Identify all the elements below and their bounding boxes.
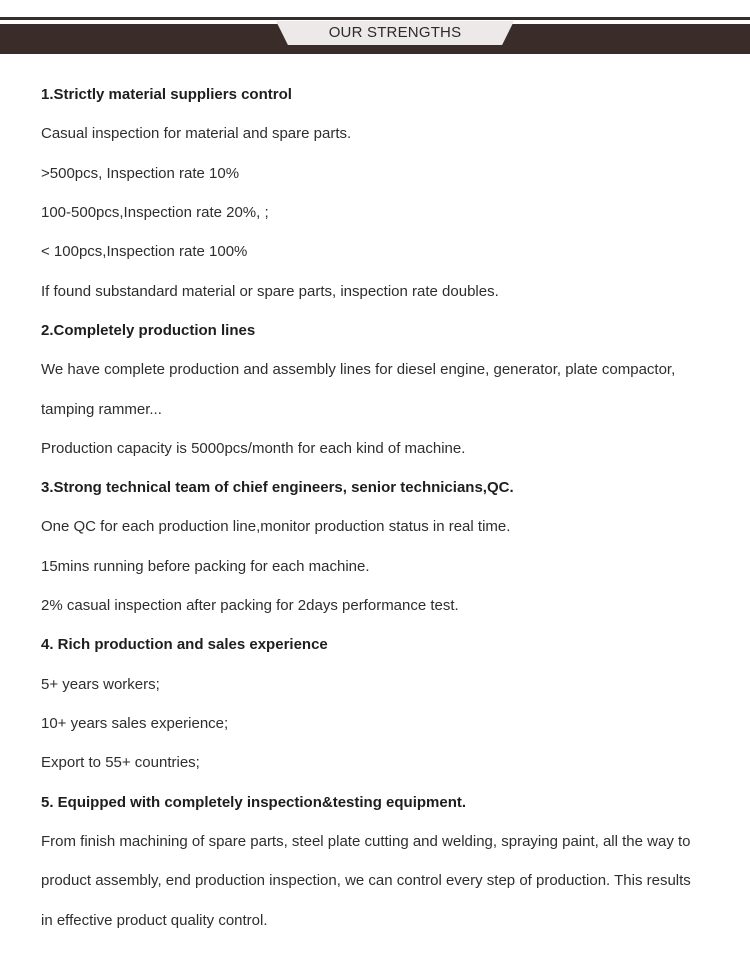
section-1-line-4: < 100pcs,Inspection rate 100% <box>41 243 248 260</box>
banner-top-rule <box>0 17 750 20</box>
section-heading-4: 4. Rich production and sales experience <box>41 636 328 653</box>
section-1-line-3: 100-500pcs,Inspection rate 20%, ; <box>41 204 269 221</box>
section-2-line-1: We have complete production and assembly lines for diesel engine, generator, plate compactor, <box>41 361 676 378</box>
page-title: OUR STRENGTHS <box>328 24 462 41</box>
section-3-line-2: 15mins running before packing for each machine. <box>41 558 370 575</box>
section-5-line-3: in effective product quality control. <box>41 912 268 929</box>
section-1-line-5: If found substandard material or spare parts, inspection rate doubles. <box>41 283 499 300</box>
header-banner <box>0 0 750 56</box>
section-2-line-2: tamping rammer... <box>41 401 162 418</box>
section-4-line-2: 10+ years sales experience; <box>41 715 229 732</box>
section-1-line-1: Casual inspection for material and spare parts. <box>41 125 352 142</box>
section-heading-2: 2.Completely production lines <box>41 322 256 339</box>
section-3-line-3: 2% casual inspection after packing for 2days performance test. <box>41 597 459 614</box>
section-1-line-2: >500pcs, Inspection rate 10% <box>41 165 240 182</box>
section-heading-5: 5. Equipped with completely inspection&testing equipment. <box>41 794 467 811</box>
section-5-line-2: product assembly, end production inspection, we can control every step of production. This results <box>41 872 691 889</box>
section-4-line-1: 5+ years workers; <box>41 676 160 693</box>
section-4-line-3: Export to 55+ countries; <box>41 754 200 771</box>
section-heading-1: 1.Strictly material suppliers control <box>41 86 292 103</box>
section-2-line-3: Production capacity is 5000pcs/month for each kind of machine. <box>41 440 466 457</box>
section-heading-3: 3.Strong technical team of chief engineers, senior technicians,QC. <box>41 479 514 496</box>
section-3-line-1: One QC for each production line,monitor production status in real time. <box>41 518 511 535</box>
section-5-line-1: From finish machining of spare parts, steel plate cutting and welding, spraying paint, all the way to <box>41 833 691 850</box>
